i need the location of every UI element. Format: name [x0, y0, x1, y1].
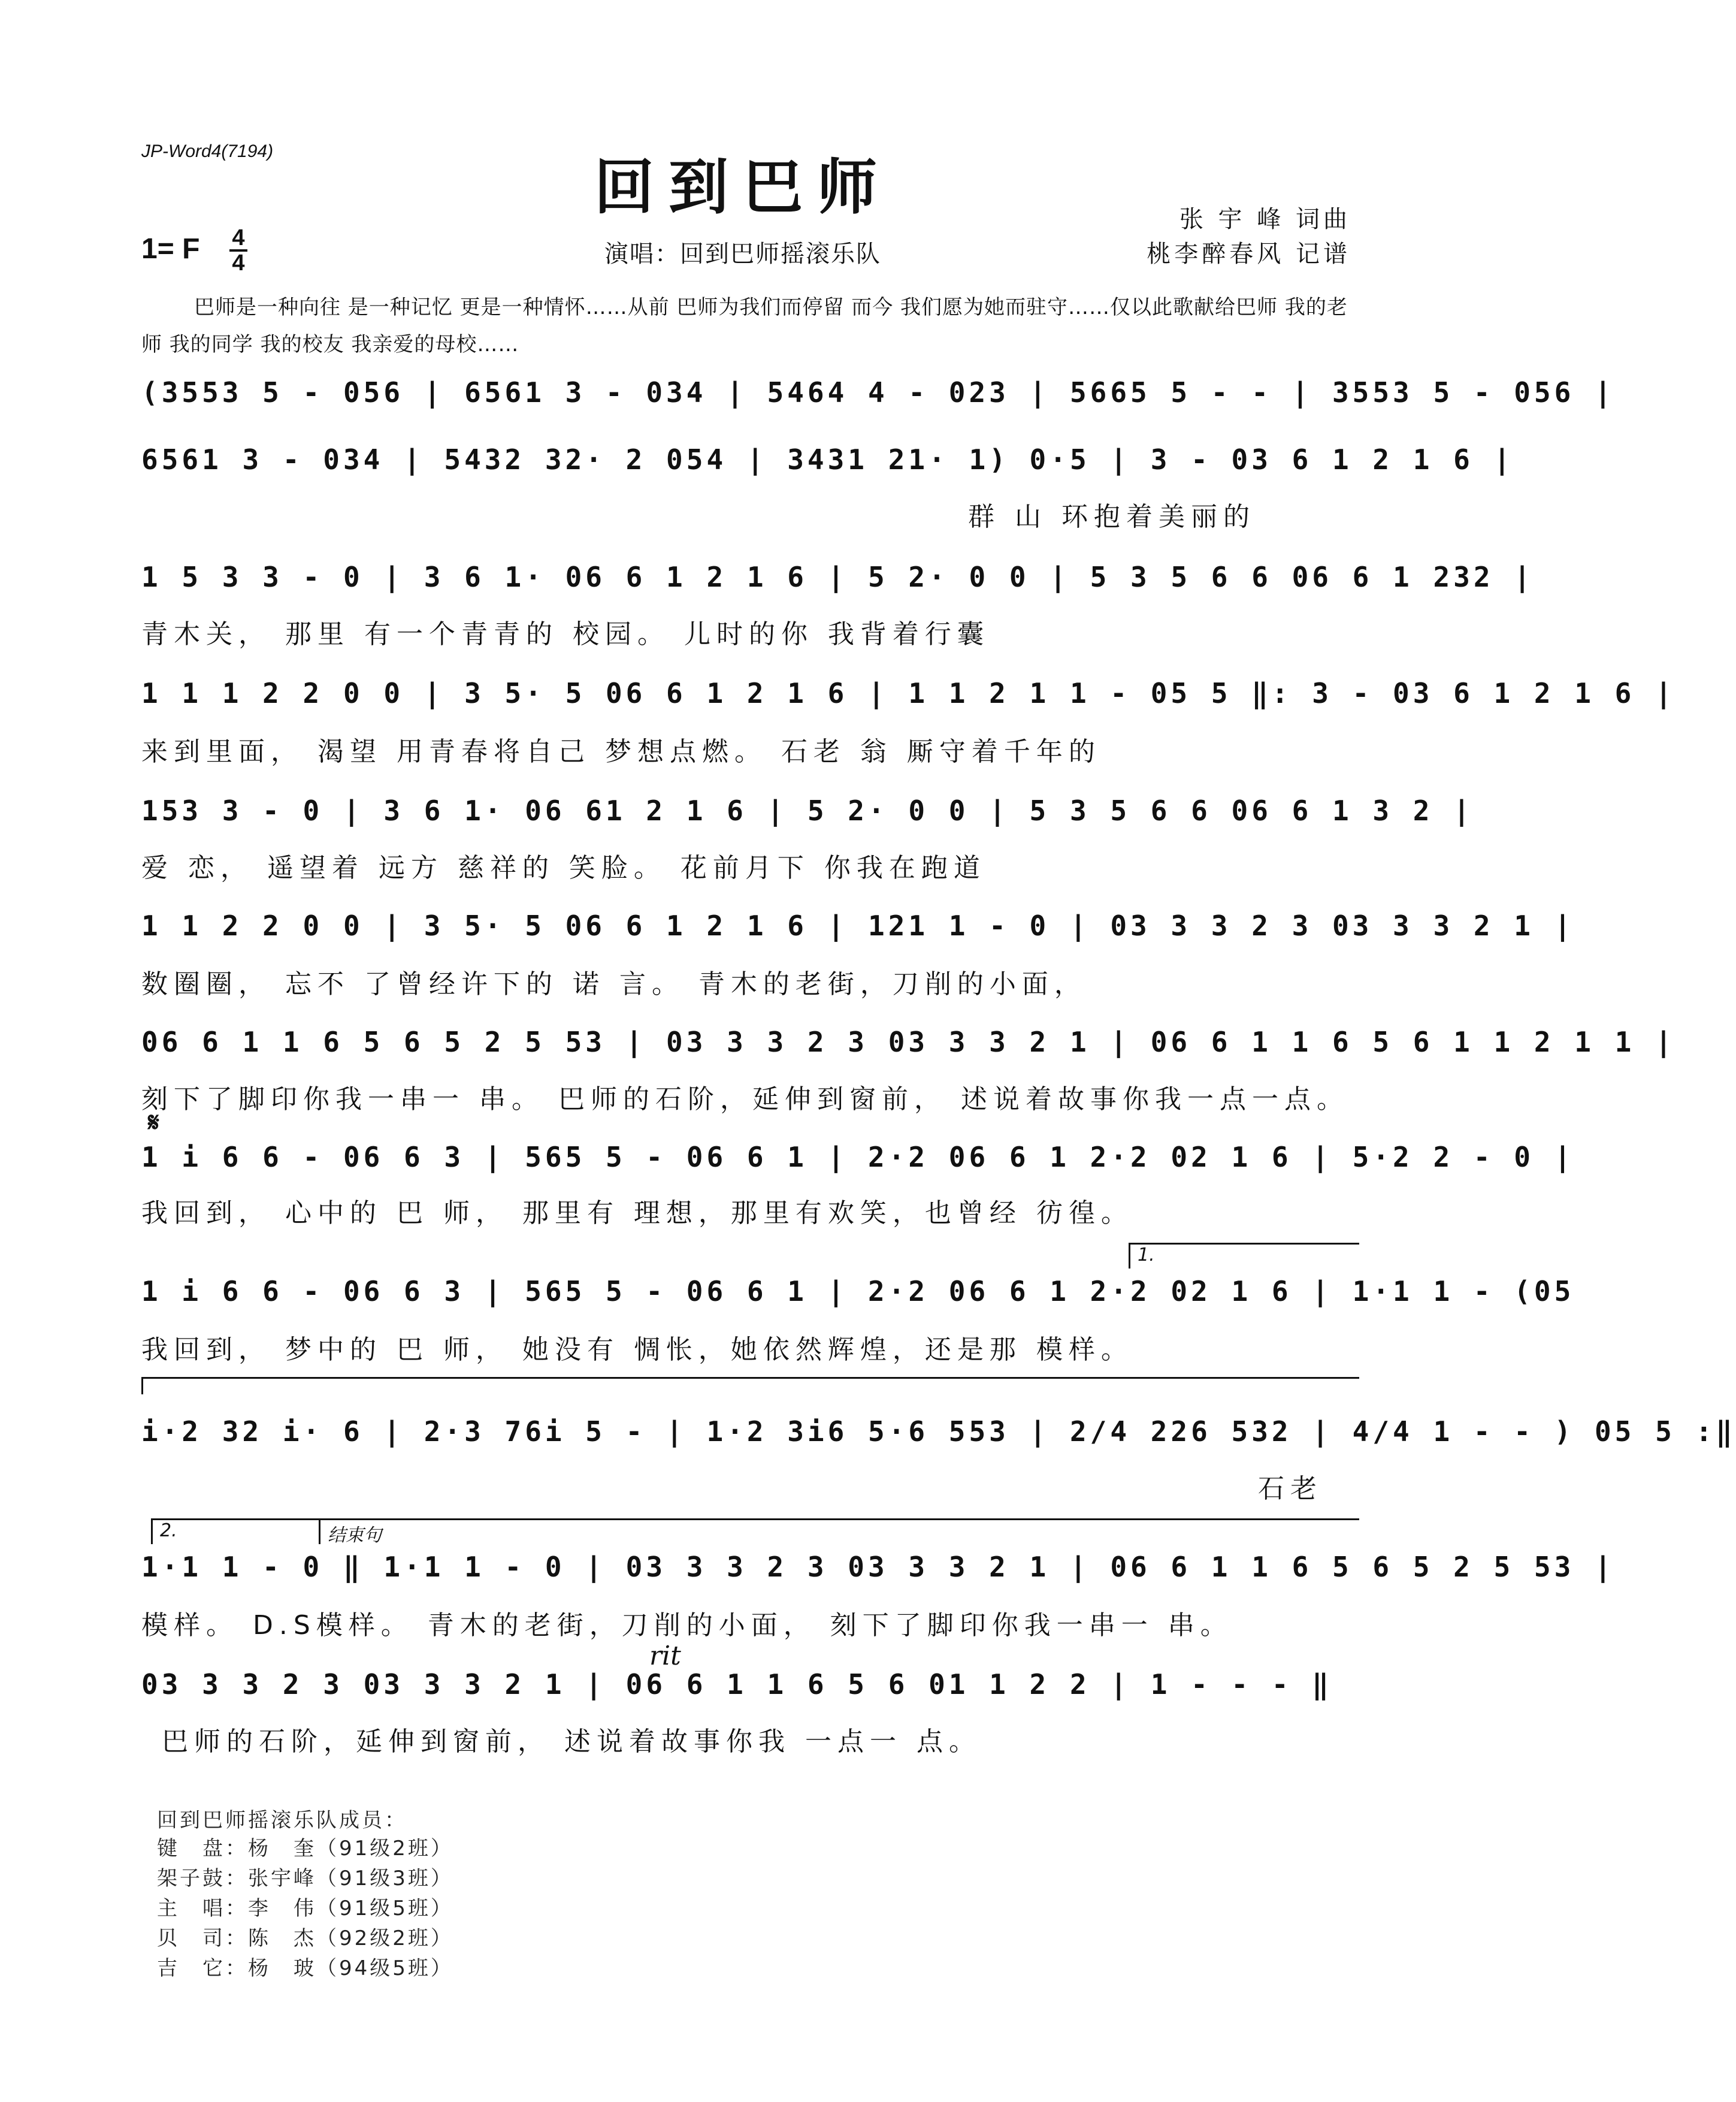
score-row-8-lyrics: 我回到， 心中的 巴 师， 那里有 理想，那里有欢笑，也曾经 彷徨。	[141, 1198, 1133, 1228]
score-row-2-notes: 6561 3 - 034 | 5432 32· 2 054 | 3431 21· 1) 0·5 | 3 - 03 6 1 2 1 6 |	[141, 443, 1514, 476]
repeat-bracket	[141, 1377, 1359, 1394]
score-row-12-notes: 03 3 3 2 3 03 3 3 2 1 | 06 6 1 1 6 5 6 01 1 2 2 | 1 - - - ‖	[141, 1668, 1332, 1701]
score-row-7-lyrics: 刻下了脚印你我一串一 串。 巴师的石阶，延伸到窗前， 述说着故事你我一点一点。	[141, 1084, 1349, 1115]
second-ending-bracket	[151, 1518, 322, 1544]
score-row-8-notes: 1 i 6 6 - 06 6 3 | 565 5 - 06 6 1 | 2·2 06 6 1 2·2 02 1 6 | 5·2 2 - 0 |	[141, 1141, 1575, 1173]
member-entry: 键 盘：杨 奎（91级2班）	[157, 1837, 453, 1861]
score-row-12-lyrics: 巴师的石阶，延伸到窗前， 述说着故事你我 一点一 点。	[162, 1726, 981, 1757]
member-entry: 吉 它：杨 玻（94级5班）	[157, 1956, 453, 1980]
ending-phrase-bracket	[319, 1518, 1359, 1544]
score-row-10-notes: i·2 32 i· 6 | 2·3 76i 5 - | 1·2 3i6 5·6 553 | 2/4 226 532 | 4/4 1 - - ) 05 5 :‖	[141, 1415, 1736, 1448]
member-entry: 贝 司：陈 杰（92级2班）	[157, 1926, 453, 1950]
member-entry: 架子鼓：张宇峰（91级3班）	[157, 1867, 453, 1890]
score-row-3-notes: 1 5 3 3 - 0 | 3 6 1· 06 6 1 2 1 6 | 5 2· 0 0 | 5 3 5 6 6 06 6 1 232 |	[141, 561, 1534, 593]
members-heading: 回到巴师摇滚乐队成员：	[157, 1808, 407, 1832]
song-title: 回到巴师	[594, 152, 891, 222]
score-row-10-lyrics: 石老	[1258, 1473, 1323, 1504]
score-row-5-notes: 153 3 - 0 | 3 6 1· 06 61 2 1 6 | 5 2· 0 0 | 5 3 5 6 6 06 6 1 3 2 |	[141, 795, 1474, 827]
score-row-2-lyrics: 群 山 环抱着美丽的	[968, 502, 1256, 532]
ending-phrase-label: 结束句	[328, 1525, 382, 1546]
ritardando-marking: rit	[649, 1641, 681, 1671]
member-entry: 主 唱：李 伟（91级5班）	[157, 1896, 453, 1920]
score-row-4-notes: 1 1 1 2 2 0 0 | 3 5· 5 06 6 1 2 1 6 | 1 1 2 1 1 - 05 5 ‖: 3 - 03 6 1 2 1 6 |	[141, 677, 1675, 709]
second-ending-label: 2.	[160, 1520, 177, 1541]
time-signature-bottom: 4	[232, 250, 245, 276]
members-list	[157, 1834, 453, 1983]
first-ending-label: 1.	[1138, 1245, 1155, 1266]
time-signature-top: 4	[232, 225, 245, 250]
lyricist-credit: 张 宇 峰 词曲	[1179, 206, 1351, 233]
key-signature: 1= F	[141, 233, 200, 265]
segno-sign: 𝄋	[148, 1107, 159, 1138]
file-code: JP-Word4(7194)	[141, 141, 274, 161]
score-row-7-notes: 06 6 1 1 6 5 6 5 2 5 53 | 03 3 3 2 3 03 3 3 2 1 | 06 6 1 1 6 5 6 1 1 2 1 1 |	[141, 1026, 1675, 1058]
preface-text: 巴师是一种向往 是一种记忆 更是一种情怀……从前 巴师为我们而停留 而今 我们愿为她而驻守……仅以此歌献给巴师 我的老师 我的同学 我的校友 我亲爱的母校……	[141, 295, 1348, 357]
score-row-6-lyrics: 数圈圈， 忘不 了曾经许下的 诺 言。 青木的老街，刀削的小面，	[141, 969, 1087, 999]
score-row-11-lyrics: 模样。 D.S模样。 青木的老街，刀削的小面， 刻下了脚印你我一串一 串。	[141, 1610, 1233, 1641]
score-row-9-lyrics: 我回到， 梦中的 巴 师， 她没有 惆怅，她依然辉煌，还是那 模样。	[141, 1334, 1133, 1365]
score-row-1-notes: (3553 5 - 056 | 6561 3 - 034 | 5464 4 - 023 | 5665 5 - - | 3553 5 - 056 |	[141, 376, 1615, 409]
score-row-5-lyrics: 爱 恋， 遥望着 远方 慈祥的 笑脸。 花前月下 你我在跑道	[141, 853, 986, 883]
transcriber-credit: 桃李醉春风 记谱	[1147, 240, 1351, 268]
singer-credit: 演唱：回到巴师摇滚乐队	[604, 240, 881, 268]
score-row-4-lyrics: 来到里面， 渴望 用青春将自己 梦想点燃。 石老 翁 厮守着千年的	[141, 736, 1101, 767]
score-row-11-notes: 1·1 1 - 0 ‖ 1·1 1 - 0 | 03 3 3 2 3 03 3 3 2 1 | 06 6 1 1 6 5 6 5 2 5 53 |	[141, 1551, 1615, 1583]
score-row-6-notes: 1 1 2 2 0 0 | 3 5· 5 06 6 1 2 1 6 | 121 1 - 0 | 03 3 3 2 3 03 3 3 2 1 |	[141, 910, 1575, 942]
first-ending-bracket	[1129, 1243, 1359, 1269]
score-row-3-lyrics: 青木关， 那里 有一个青青的 校园。 儿时的你 我背着行囊	[141, 619, 990, 650]
score-row-9-notes: 1 i 6 6 - 06 6 3 | 565 5 - 06 6 1 | 2·2 06 6 1 2·2 02 1 6 | 1·1 1 - (05	[141, 1275, 1575, 1307]
